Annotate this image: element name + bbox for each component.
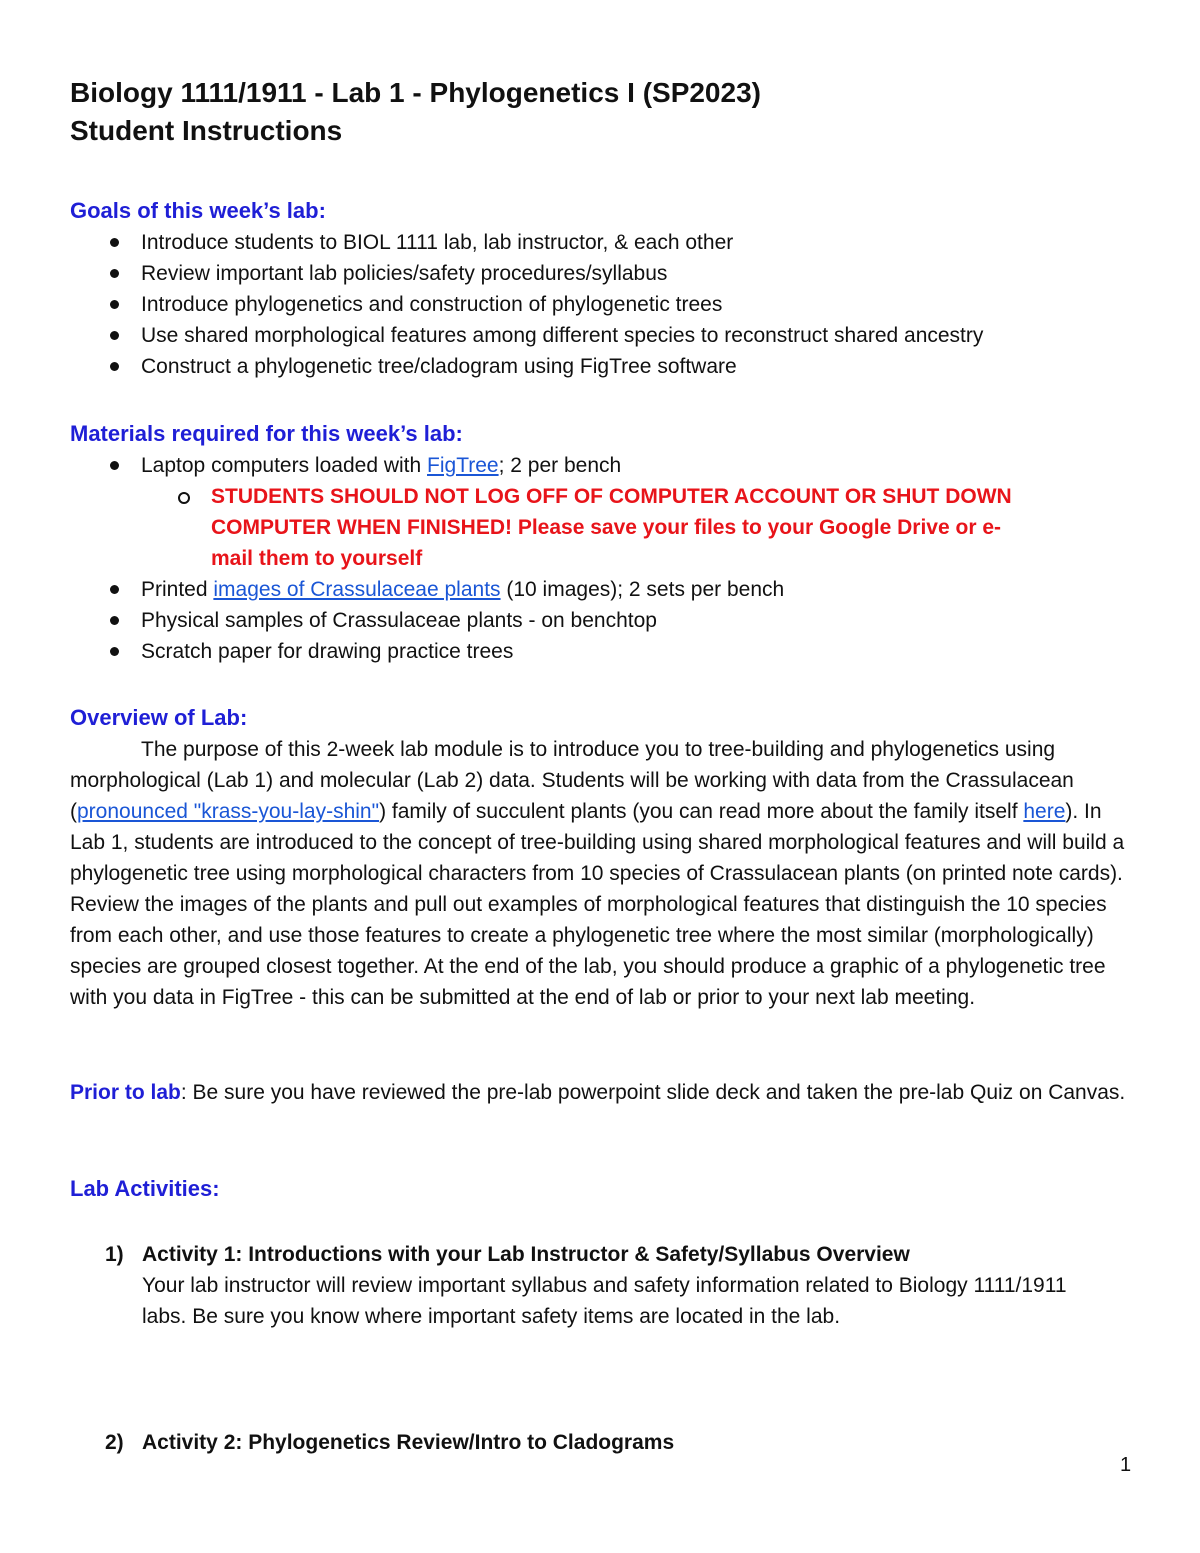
- bullet-icon: [110, 238, 119, 247]
- family-info-link[interactable]: here: [1023, 800, 1066, 823]
- materials-list: [70, 450, 1150, 481]
- list-item: Scratch paper for drawing practice trees: [70, 636, 1150, 667]
- page-number: 1: [1120, 1454, 1132, 1476]
- pronunciation-link[interactable]: pronounced "krass-you-lay-shin": [77, 800, 380, 823]
- prior-to-lab-paragraph: Prior to lab: Be sure you have reviewed the pre-lab powerpoint slide deck and taken the pre-lab Quiz on Canvas.: [70, 1081, 1126, 1104]
- bullet-icon: [110, 585, 119, 594]
- warning-note: STUDENTS SHOULD NOT LOG OFF OF COMPUTER ACCOUNT OR SHUT DOWN COMPUTER WHEN FINISHED! Please save your files to your Google Drive or e- mail them to yourself: [211, 485, 1012, 570]
- bullet-icon: [110, 300, 119, 309]
- bullet-icon: [110, 362, 119, 371]
- overview-paragraph: The purpose of this 2-week lab module is to introduce you to tree-building and phylogenetics using morphological (Lab 1) and molecular (Lab 2) data. Students will be working with data from the Crassulacean (pronounced "krass-you-lay-shin") family of succulent plants (you can read more about the family itself here). In Lab 1, students are introduced to the concept of tree-building using shared morphological features and will build a phylogenetic tree using morphological characters from 10 species of Crassulacean plants (on printed note cards). Review the images of the plants and pull out examples of morphological features that distinguish the 10 species from each other, and use those features to create a phylogenetic tree where the most similar (morphologically) species are grouped closest together. At the end of the lab, you should produce a graphic of a phylogenetic tree with you data in FigTree - this can be submitted at the end of lab or prior to your next lab meeting.: [70, 738, 1125, 1009]
- plant-images-link[interactable]: images of Crassulaceae plants: [213, 578, 501, 601]
- sub-bullet-icon: [178, 492, 190, 504]
- bullet-icon: [110, 616, 119, 625]
- list-item: Use shared morphological features among different species to reconstruct shared ancestry: [70, 320, 1150, 351]
- goals-list: [70, 227, 1150, 382]
- activity-2-number: 2): [105, 1431, 124, 1454]
- document-subtitle: Student Instructions: [70, 115, 343, 146]
- list-item: Construct a phylogenetic tree/cladogram using FigTree software: [70, 351, 1150, 382]
- list-item: Review important lab policies/safety procedures/syllabus: [70, 258, 1150, 289]
- prior-to-lab-label: Prior to lab: [70, 1081, 181, 1104]
- list-item: Printed images of Crassulaceae plants (10 images); 2 sets per bench: [70, 574, 1150, 605]
- materials-heading: Materials required for this week’s lab:: [70, 421, 463, 446]
- document-title: Biology 1111/1911 - Lab 1 - Phylogenetics I (SP2023): [70, 77, 761, 108]
- materials-list-cont: [70, 574, 1150, 667]
- bullet-icon: [110, 331, 119, 340]
- bullet-icon: [110, 647, 119, 656]
- list-item: Introduce phylogenetics and construction of phylogenetic trees: [70, 289, 1150, 320]
- bullet-icon: [110, 461, 119, 470]
- list-item: Physical samples of Crassulaceae plants - on benchtop: [70, 605, 1150, 636]
- overview-heading: Overview of Lab:: [70, 705, 248, 730]
- goals-heading: Goals of this week’s lab:: [70, 198, 326, 223]
- activity-2-title: Activity 2: Phylogenetics Review/Intro to Cladograms: [142, 1431, 675, 1454]
- activity-1-number: 1): [105, 1243, 124, 1266]
- list-item: Introduce students to BIOL 1111 lab, lab instructor, & each other: [70, 227, 1150, 258]
- list-item: Laptop computers loaded with FigTree; 2 per bench: [70, 450, 1150, 481]
- activity-1-title: Activity 1: Introductions with your Lab Instructor & Safety/Syllabus Overview: [142, 1243, 910, 1266]
- bullet-icon: [110, 269, 119, 278]
- activities-heading: Lab Activities:: [70, 1176, 220, 1201]
- activity-1-body: Your lab instructor will review important syllabus and safety information related to Biology 1111/1911 labs. Be sure you know where important safety items are located in the lab.: [142, 1274, 1067, 1328]
- figtree-link[interactable]: FigTree: [427, 454, 499, 477]
